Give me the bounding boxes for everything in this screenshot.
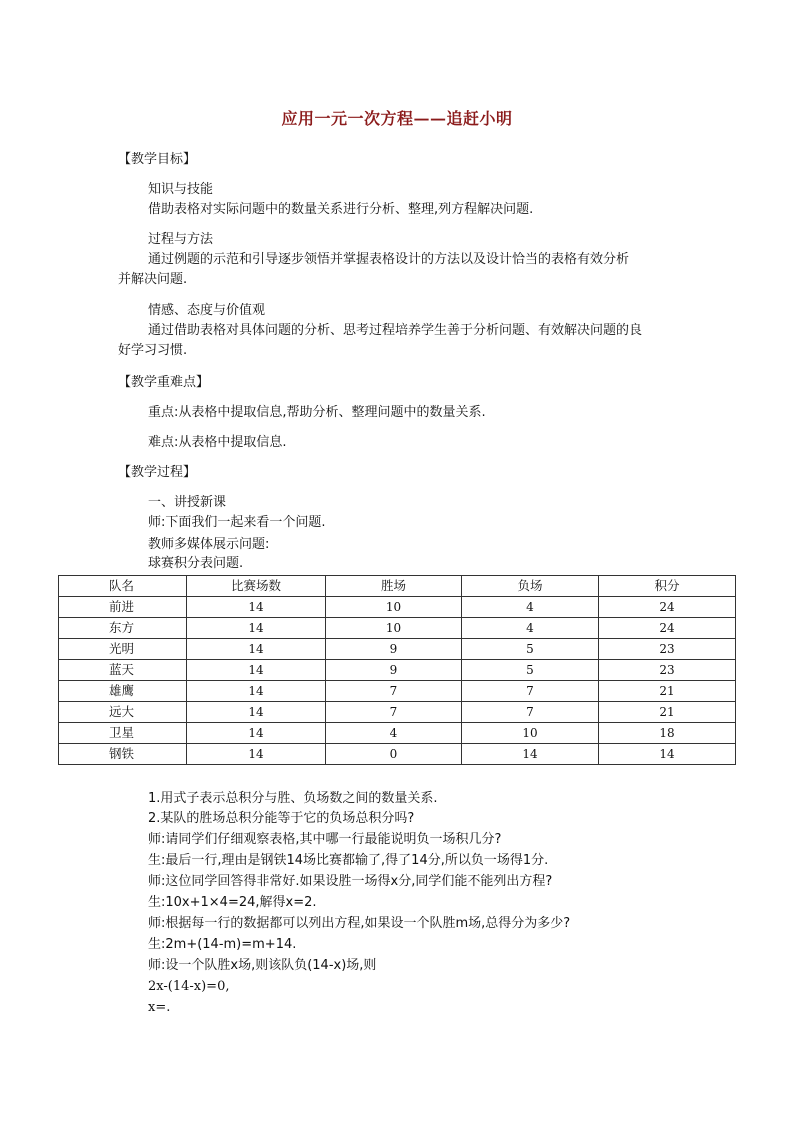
equation-2: x=. bbox=[148, 1000, 171, 1015]
points-cell: 24 bbox=[599, 597, 736, 618]
difficult-point: 难点:从表格中提取信息. bbox=[148, 435, 287, 450]
col-header-games: 比赛场数 bbox=[187, 576, 326, 597]
team-name: 卫星 bbox=[59, 723, 187, 744]
student-line-3: 生:2m+(14-m)=m+14. bbox=[148, 937, 297, 952]
page-title: 应用一元一次方程——追赶小明 bbox=[281, 109, 513, 128]
losses-cell: 5 bbox=[462, 660, 599, 681]
points-cell: 21 bbox=[599, 702, 736, 723]
team-name: 蓝天 bbox=[59, 660, 187, 681]
team-name: 前进 bbox=[59, 597, 187, 618]
process-step-1: 一、讲授新课 bbox=[148, 495, 227, 510]
table-row bbox=[59, 681, 736, 702]
table-row bbox=[59, 639, 736, 660]
wins-cell: 7 bbox=[326, 681, 462, 702]
process-line-3: 球赛积分表问题. bbox=[148, 556, 244, 571]
teacher-line-2: 师:这位同学回答得非常好.如果设胜一场得x分,同学们能不能列出方程? bbox=[148, 874, 553, 889]
losses-cell: 4 bbox=[462, 618, 599, 639]
points-cell: 24 bbox=[599, 618, 736, 639]
table-row bbox=[59, 744, 736, 765]
student-line-2: 生:10x+1×4=24,解得x=2. bbox=[148, 895, 317, 910]
table-row bbox=[59, 723, 736, 744]
games-cell: 14 bbox=[187, 744, 326, 765]
question-1: 1.用式子表示总积分与胜、负场数之间的数量关系. bbox=[148, 791, 438, 806]
points-cell: 18 bbox=[599, 723, 736, 744]
col-header-losses: 负场 bbox=[462, 576, 599, 597]
col-header-points: 积分 bbox=[599, 576, 736, 597]
score-table bbox=[58, 575, 736, 765]
losses-cell: 10 bbox=[462, 723, 599, 744]
process-line-2: 教师多媒体展示问题: bbox=[148, 537, 270, 552]
games-cell: 14 bbox=[187, 723, 326, 744]
process-header: 【教学过程】 bbox=[118, 465, 197, 480]
games-cell: 14 bbox=[187, 681, 326, 702]
wins-cell: 0 bbox=[326, 744, 462, 765]
emotion-title: 情感、态度与价值观 bbox=[148, 303, 266, 318]
key-points-header: 【教学重难点】 bbox=[118, 375, 210, 390]
losses-cell: 7 bbox=[462, 681, 599, 702]
losses-cell: 7 bbox=[462, 702, 599, 723]
wins-cell: 9 bbox=[326, 639, 462, 660]
process-title: 过程与方法 bbox=[148, 232, 214, 247]
process-line-1: 师:下面我们一起来看一个问题. bbox=[148, 515, 326, 530]
team-name: 光明 bbox=[59, 639, 187, 660]
table-header-row bbox=[59, 576, 736, 597]
teacher-line-4: 师:设一个队胜x场,则该队负(14-x)场,则 bbox=[148, 958, 377, 973]
losses-cell: 14 bbox=[462, 744, 599, 765]
key-point: 重点:从表格中提取信息,帮助分析、整理问题中的数量关系. bbox=[148, 405, 486, 420]
equation-1: 2x-(14-x)=0, bbox=[148, 979, 230, 994]
games-cell: 14 bbox=[187, 639, 326, 660]
points-cell: 23 bbox=[599, 639, 736, 660]
points-cell: 14 bbox=[599, 744, 736, 765]
team-name: 东方 bbox=[59, 618, 187, 639]
table-row bbox=[59, 597, 736, 618]
games-cell: 14 bbox=[187, 702, 326, 723]
col-header-wins: 胜场 bbox=[326, 576, 462, 597]
games-cell: 14 bbox=[187, 597, 326, 618]
team-name: 远大 bbox=[59, 702, 187, 723]
wins-cell: 9 bbox=[326, 660, 462, 681]
emotion-text-1: 通过借助表格对具体问题的分析、思考过程培养学生善于分析问题、有效解决问题的良 bbox=[148, 323, 643, 338]
knowledge-text: 借助表格对实际问题中的数量关系进行分析、整理,列方程解决问题. bbox=[148, 202, 534, 217]
points-cell: 21 bbox=[599, 681, 736, 702]
games-cell: 14 bbox=[187, 618, 326, 639]
points-cell: 23 bbox=[599, 660, 736, 681]
wins-cell: 7 bbox=[326, 702, 462, 723]
col-header-team: 队名 bbox=[59, 576, 187, 597]
student-line-1: 生:最后一行,理由是钢铁14场比赛都输了,得了14分,所以负一场得1分. bbox=[148, 853, 549, 868]
team-name: 雄鹰 bbox=[59, 681, 187, 702]
process-text-2: 并解决问题. bbox=[118, 272, 188, 287]
table-row bbox=[59, 618, 736, 639]
question-2: 2.某队的胜场总积分能等于它的负场总积分吗? bbox=[148, 811, 415, 826]
teacher-line-1: 师:请同学们仔细观察表格,其中哪一行最能说明负一场积几分? bbox=[148, 832, 502, 847]
wins-cell: 10 bbox=[326, 597, 462, 618]
objectives-header: 【教学目标】 bbox=[118, 152, 197, 167]
process-text-1: 通过例题的示范和引导逐步领悟并掌握表格设计的方法以及设计恰当的表格有效分析 bbox=[148, 252, 630, 267]
table-row bbox=[59, 660, 736, 681]
wins-cell: 4 bbox=[326, 723, 462, 744]
losses-cell: 4 bbox=[462, 597, 599, 618]
emotion-text-2: 好学习习惯. bbox=[118, 343, 188, 358]
games-cell: 14 bbox=[187, 660, 326, 681]
teacher-line-3: 师:根据每一行的数据都可以列出方程,如果设一个队胜m场,总得分为多少? bbox=[148, 916, 571, 931]
knowledge-title: 知识与技能 bbox=[148, 182, 214, 197]
wins-cell: 10 bbox=[326, 618, 462, 639]
team-name: 钢铁 bbox=[59, 744, 187, 765]
losses-cell: 5 bbox=[462, 639, 599, 660]
table-row bbox=[59, 702, 736, 723]
